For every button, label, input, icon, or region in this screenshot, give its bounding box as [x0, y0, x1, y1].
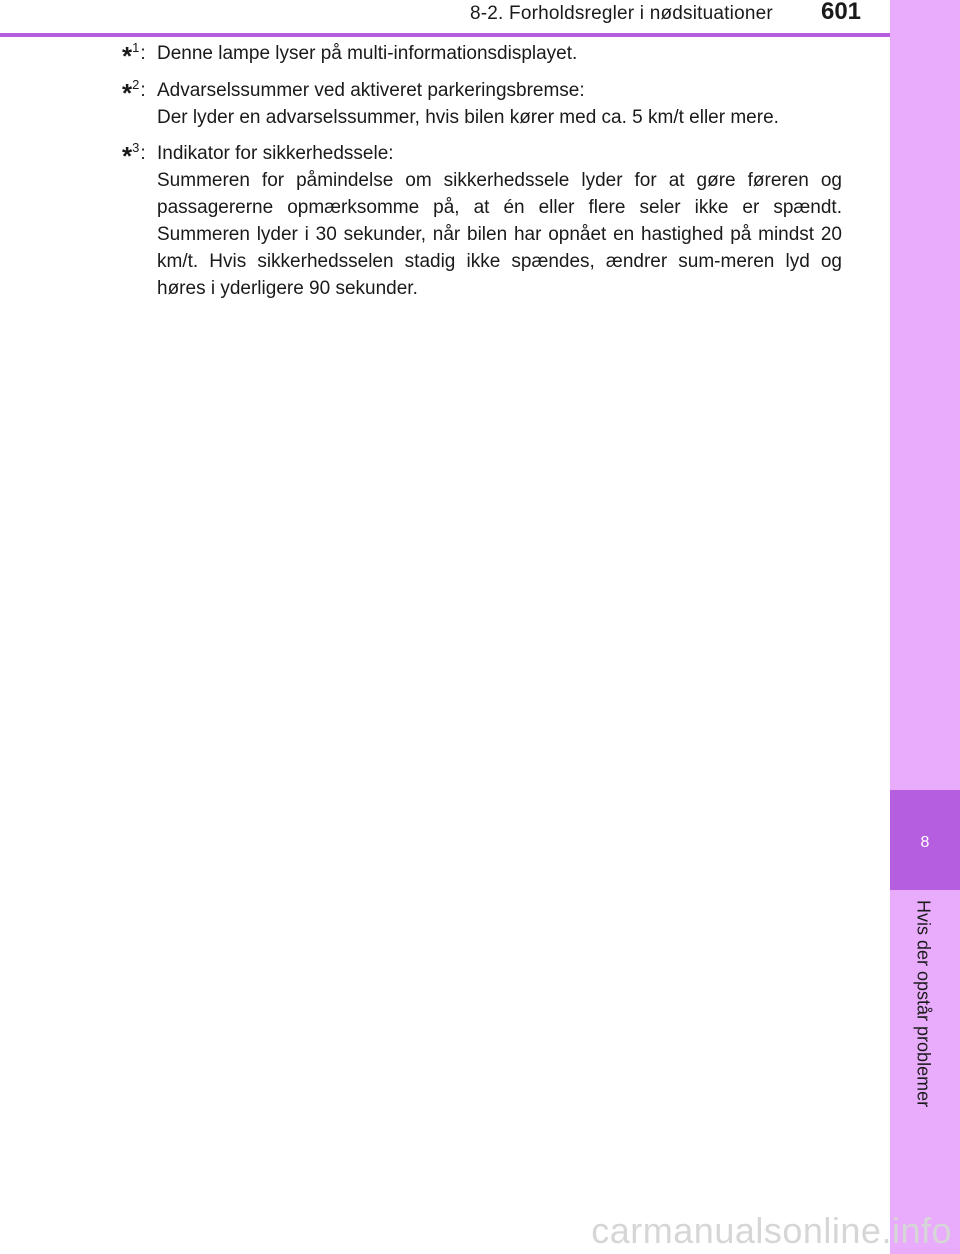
- footnote-paragraph: Summeren for påmindelse om sikkerhedssele lyder for at gøre føreren og passagererne opmærksomme på, at én eller flere seler ikke er spændt. Summeren lyder i 30 sekunder, når bilen har opnået en hastighed på mindst 20 km/t. Hvis sikkerhedsselen stadig ikke spændes, ændrer sum-meren lyd og høres i yderligere 90 sekunder.: [157, 170, 842, 299]
- asterisk-symbol: *: [122, 78, 133, 108]
- chapter-number: 8: [920, 834, 930, 851]
- section-title: 8-2. Forholdsregler i nødsituationer: [470, 3, 773, 24]
- footnote-separator: :: [140, 143, 146, 164]
- footnote-body: [157, 40, 842, 67]
- footnote-1: [122, 40, 842, 71]
- footnote-number: 1: [132, 40, 140, 55]
- footnote-separator: :: [140, 43, 146, 64]
- footnote-marker: [122, 140, 157, 171]
- footnote-line: Denne lampe lyser på multi-informationsdisplayet.: [157, 43, 578, 64]
- page-header: [0, 0, 890, 38]
- footnote-line: Indikator for sikkerhedssele:: [157, 143, 394, 164]
- header-rule: [0, 33, 890, 37]
- footnote-marker: [122, 40, 157, 71]
- page-number: 601: [802, 0, 880, 26]
- watermark: carmanualsonline.info: [591, 1210, 952, 1251]
- footnote-number: 3: [132, 140, 140, 155]
- footnote-body: [157, 140, 842, 302]
- footnote-2: [122, 77, 842, 131]
- chapter-title: Hvis der opstår problemer: [913, 900, 934, 1108]
- footnote-3: [122, 140, 842, 302]
- footnote-line: Der lyder en advarselssummer, hvis bilen kører med ca. 5 km/t eller mere.: [157, 107, 779, 128]
- footnote-number: 2: [132, 77, 140, 92]
- footnote-body: [157, 77, 842, 131]
- footnote-separator: :: [140, 80, 146, 101]
- asterisk-symbol: *: [122, 41, 133, 71]
- footnote-list: [122, 40, 842, 311]
- asterisk-symbol: *: [122, 141, 133, 171]
- footnote-marker: [122, 77, 157, 108]
- chapter-tab: [890, 790, 960, 890]
- footnote-line: Advarselssummer ved aktiveret parkeringsbremse:: [157, 80, 585, 101]
